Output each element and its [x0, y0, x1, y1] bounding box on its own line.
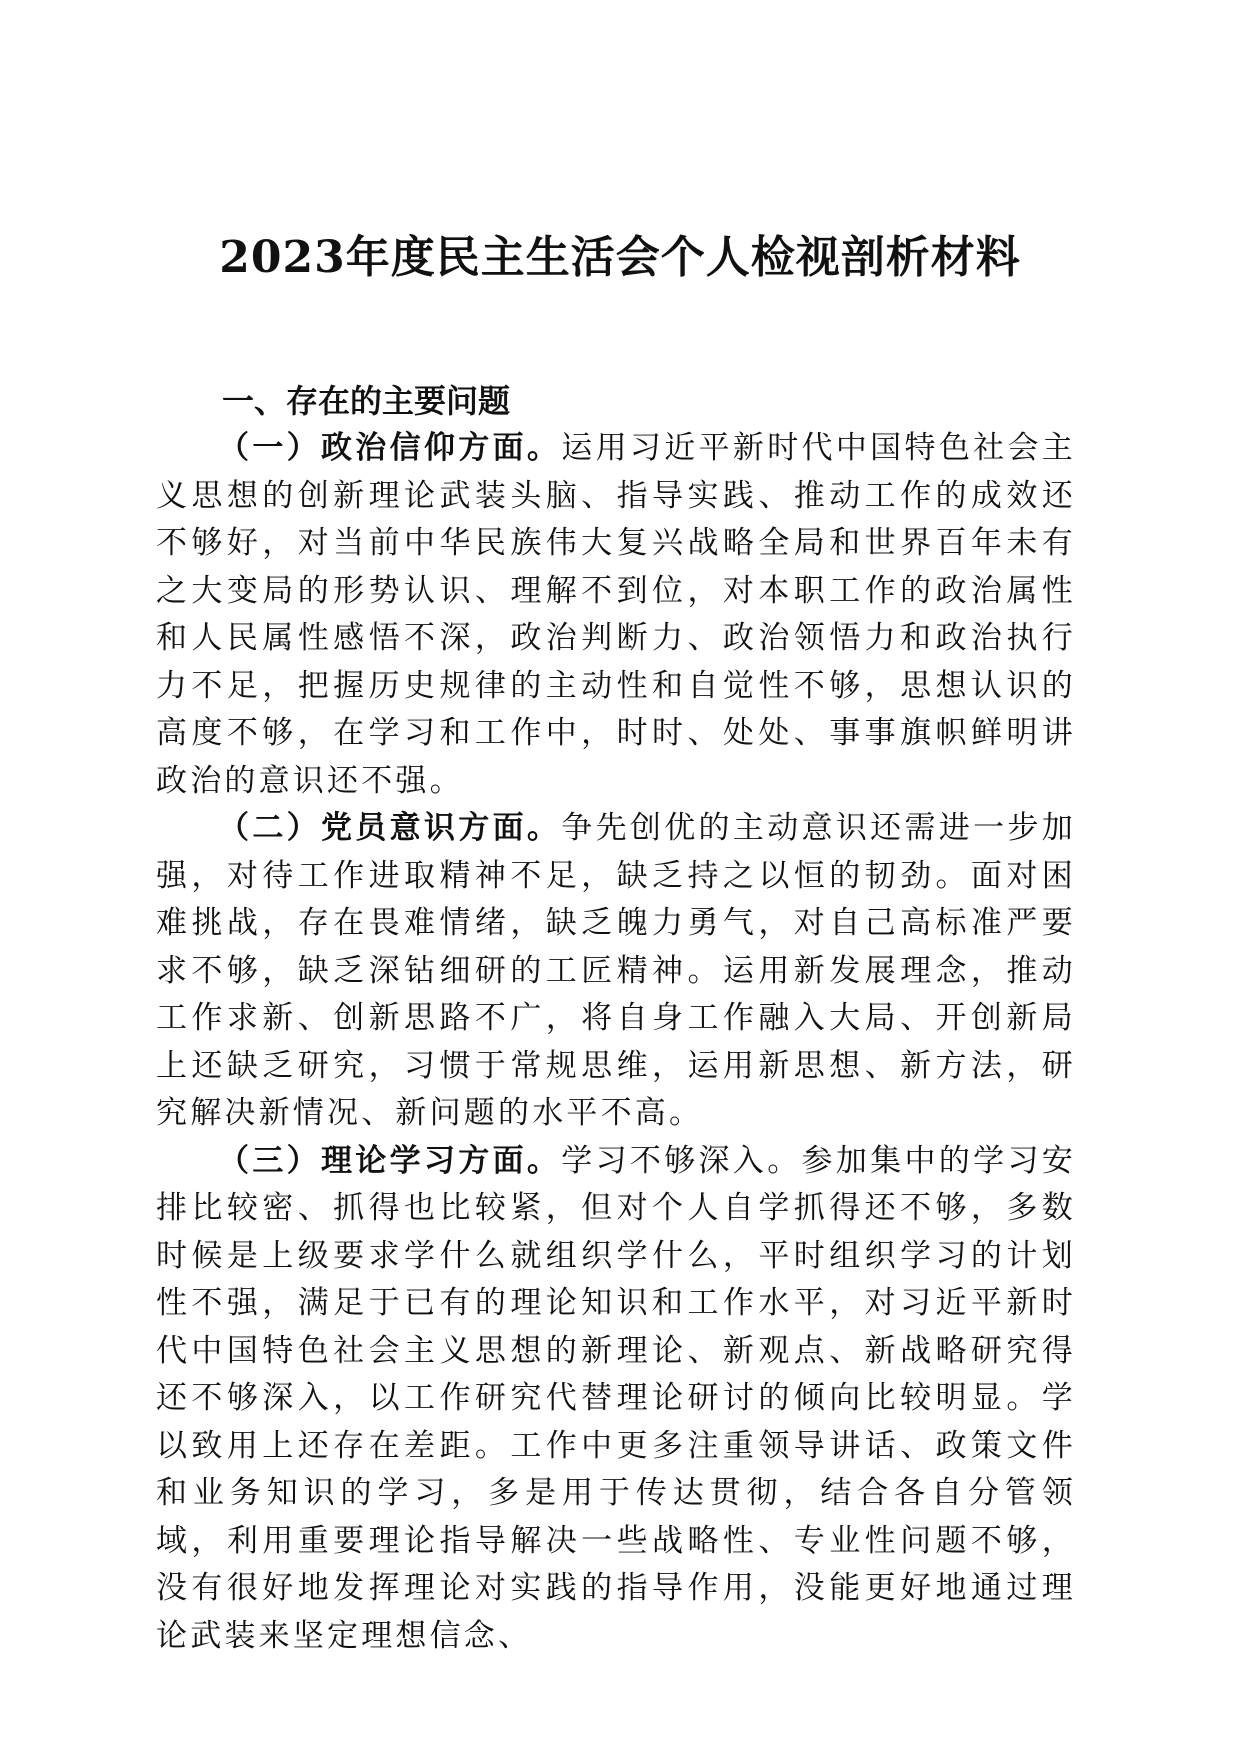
paragraph-lead: （一）政治信仰方面。: [218, 430, 562, 466]
paragraph-text: 运用习近平新时代中国特色社会主义思想的创新理论武装头脑、指导实践、推动工作的成效还不够好，对当前中华民族伟大复兴战略全局和世界百年未有之大变局的形势认识、理解不到位，对本职工作的政治属性和人民属性感悟不深，政治判断力、政治领悟力和政治执行力不足，把握历史规律的主动性和自觉性不够，思想认识的高度不够，在学习和工作中，时时、处处、事事旗帜鲜明讲政治的意识还不强。: [156, 430, 1076, 799]
paragraph-theory-study: [156, 1138, 1076, 1661]
paragraph-lead: （二）党员意识方面。: [218, 810, 562, 846]
document-body: [156, 425, 1076, 1660]
section-heading: 一、存在的主要问题: [222, 382, 511, 420]
paragraph-party-awareness: [156, 805, 1076, 1138]
paragraph-text: 学习不够深入。参加集中的学习安排比较密、抓得也比较紧，但对个人自学抓得还不够，多数时候是上级要求学什么就组织学什么，平时组织学习的计划性不强，满足于已有的理论知识和工作水平，对习近平新时代中国特色社会主义思想的新理论、新观点、新战略研究得还不够深入，以工作研究代替理论研讨的倾向比较明显。学以致用上还存在差距。工作中更多注重领导讲话、政策文件和业务知识的学习，多是用于传达贯彻，结合各自分管领域，利用重要理论指导解决一些战略性、专业性问题不够，没有很好地发挥理论对实践的指导作用，没能更好地通过理论武装来坚定理想信念、: [156, 1142, 1076, 1654]
paragraph-text: 争先创优的主动意识还需进一步加强，对待工作进取精神不足，缺乏持之以恒的韧劲。面对困难挑战，存在畏难情绪，缺乏魄力勇气，对自己高标准严要求不够，缺乏深钻细研的工匠精神。运用新发展理念，推动工作求新、创新思路不广，将自身工作融入大局、开创新局上还缺乏研究，习惯于常规思维，运用新思想、新方法，研究解决新情况、新问题的水平不高。: [156, 810, 1076, 1131]
paragraph-lead: （三）理论学习方面。: [218, 1142, 562, 1179]
document-title: 2023年度民主生活会个人检视剖析材料: [219, 232, 1021, 283]
paragraph-political-belief: [156, 425, 1076, 805]
